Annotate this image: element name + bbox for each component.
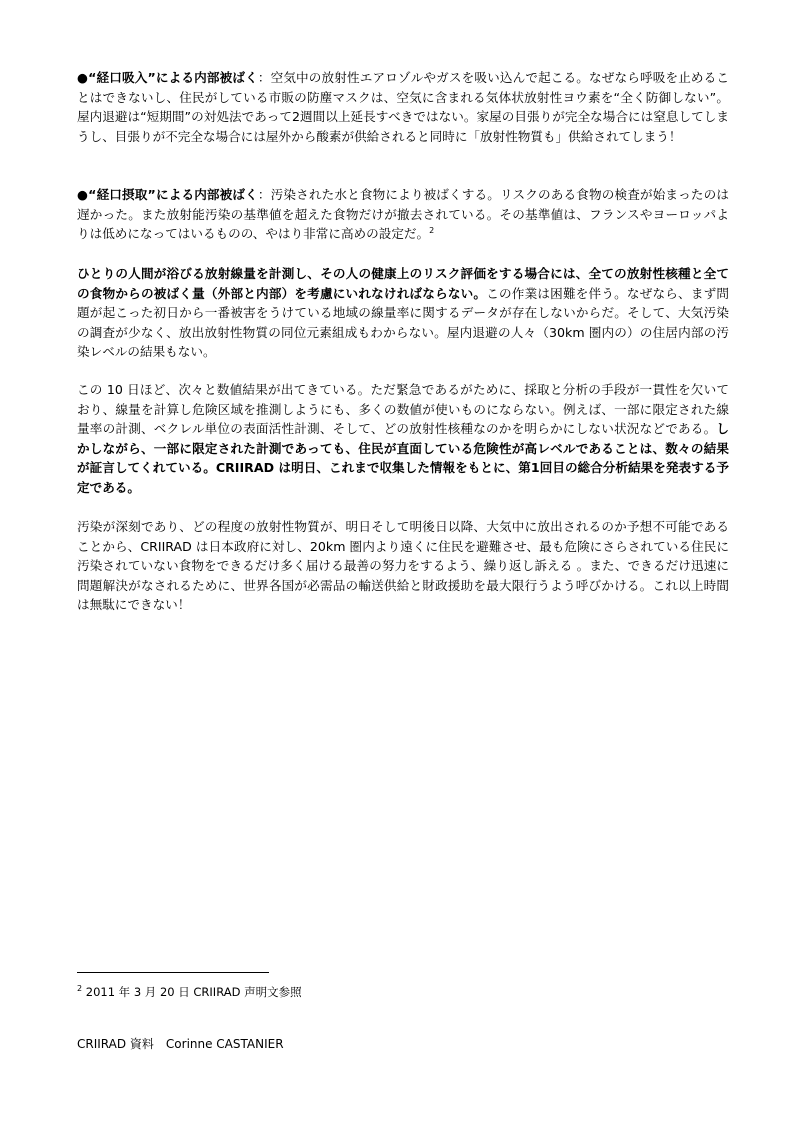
footnote-mark: 2	[77, 984, 83, 994]
footnote-divider	[77, 972, 269, 973]
paragraph-dose-assessment-text: この作業は困難を伴う。なぜなら、まず問題が起こった初日から一番被害をうけている地域の線量率に関するデータが存在しないからだ。そして、大気汚染の調査が少なく、放出放射性物質の同位元素組成もわからない。屋内退避の人々（30km 圏内の）の住居内部の汚染レベルの結果もない。	[77, 285, 730, 360]
heading-inhalation: ●“経口吸入”による内部被ばく	[77, 70, 258, 85]
paragraph-appeal-text: 汚染が深刻であり、どの程度の放射性物質が、明日そして明後日以降、大気中に放出されるのか予想不可能であることから、CRIIRAD は日本政府に対し、20km 圏内より遠くに住民を避難させ、最も危険にさらされている住民に汚染されていない食物をできるだけ多く届ける最善の努力をするよう、繰り返し訴える 。また、できるだけ迅速に問題解決がなされるために、世界各国が必需品の輸送供給と財政援助を最大限行うよう呼びかける。これ以上時間は無駄にできない！	[77, 519, 729, 613]
paragraph-dose-assessment-bold: ひとりの人間が浴びる放射線量を計測し、その人の健康上のリスク評価をする場合には、全ての放射性核種と全ての食物からの被ばく量（外部と内部）を考慮にいれなければならない。	[77, 266, 729, 301]
paragraph-appeal	[77, 517, 729, 615]
paragraph-measurements-text: この 10 日ほど、次々と数値結果が出てきている。ただ緊急であるがために、採取と分析の手段が一貫性を欠いており、線量を計算し危険区域を推測しようにも、多くの数値が使いものにならない。例えば、一部に限定された線量率の計測、ベクレル単位の表面活性計測、そして、どの放射性核種なのかを明らかにしない状況などである。	[77, 382, 729, 437]
footnote-reference: 2	[429, 226, 435, 235]
document-footer: CRIIRAD 資料 Corinne CASTANIER	[77, 1037, 284, 1051]
paragraph-inhalation-text: ：空気中の放射性エアロゾルやガスを吸い込んで起こる。なぜなら呼吸を止めることはできないし、住民がしている市販の防塵マスクは、空気に含まれる気体状放射性ヨウ素を“全く防御しない”。屋内退避は“短期間”の対処法であって2週間以上延長すべきではない。家屋の目張りが完全な場合には窒息してしまうし、目張りが不完全な場合には屋外から酸素が供給されると同時に「放射性物質も」供給されてしまう！	[77, 70, 730, 144]
paragraph-inhalation	[77, 68, 729, 146]
paragraph-measurements	[77, 380, 729, 498]
paragraph-dose-assessment	[77, 264, 729, 362]
paragraph-ingestion-text: ：汚染された水と食物により被ばくする。リスクのある食物の検査が始まったのは遅かった。また放射能汚染の基準値を超えた食物だけが撤去されている。その基準値は、フランスやヨーロッパよりは低めになってはいるものの、やはり非常に高めの設定だ。	[77, 187, 729, 242]
paragraph-measurements-bold: しかしながら、一部に限定された計測であっても、住民が直面している危険性が高レベルであることは、数々の結果が証言してくれている。CRIIRAD は明日、これまで収集した情報をもとに、第1回目の総合分析結果を発表する予定である。	[77, 421, 729, 495]
footnote-text: 2011 年 3 月 20 日 CRIIRAD 声明文参照	[82, 985, 302, 999]
heading-ingestion: ●“経口摂取”による内部被ばく	[77, 187, 258, 202]
footnote	[77, 984, 302, 1000]
paragraph-ingestion	[77, 185, 729, 244]
